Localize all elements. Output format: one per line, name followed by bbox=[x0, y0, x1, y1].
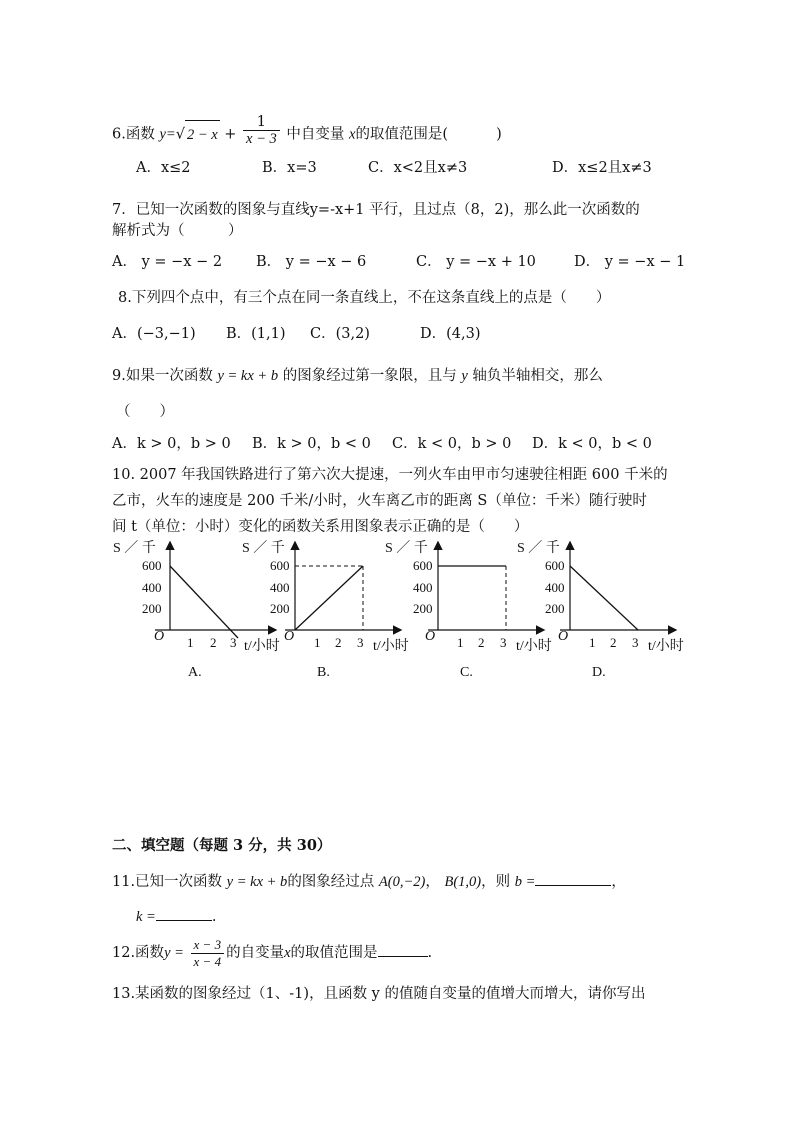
graph-a-tick-1: 1 bbox=[187, 635, 194, 650]
q7-option-d: D． y = −x − 1 bbox=[574, 254, 686, 270]
graph-b-line bbox=[295, 566, 363, 630]
graph-a-caption: A. bbox=[188, 665, 202, 680]
q9-formula: y = kx + b bbox=[217, 368, 279, 384]
graph-b-tick-600: 600 bbox=[270, 558, 290, 573]
q9-lead: 9.如果一次函数 bbox=[112, 368, 213, 384]
q11-formula: y = kx + b bbox=[226, 874, 288, 890]
q12-lead: 12.函数 bbox=[112, 945, 165, 961]
graph-d-tick-2: 2 bbox=[610, 635, 617, 650]
graph-d-x-label: t/小时 bbox=[648, 639, 684, 654]
q7-option-b: B． y = −x − 6 bbox=[256, 254, 367, 270]
q6-sqrt-body: 2 − x bbox=[185, 120, 220, 149]
q11-line2 bbox=[136, 906, 216, 926]
q9-mid: 的图象经过第一象限，且与 bbox=[282, 368, 457, 384]
q6-option-d: D．x≤2且x≠3 bbox=[552, 160, 652, 176]
q10-line2: 乙市，火车的速度是 200 千米/小时，火车离乙市的距离 S（单位：千米）随行驶时 bbox=[112, 493, 647, 509]
q8-option-a: A．(−3,−1) bbox=[112, 326, 196, 342]
q8-option-d: D．(4,3) bbox=[420, 326, 481, 342]
q7-option-a: A． y = −x − 2 bbox=[112, 254, 223, 270]
q6-frac-den: x − 3 bbox=[246, 131, 277, 147]
q12-frac-den: x − 4 bbox=[193, 953, 222, 969]
q13-line1: 13.某函数的图象经过（1、-1)，且函数 y 的值随自变量的值增大而增大，请你写出 bbox=[112, 986, 646, 1002]
graph-c-x-label: t/小时 bbox=[516, 639, 552, 654]
q6-option-a: A．x≤2 bbox=[136, 160, 191, 176]
q11-end2: . bbox=[211, 909, 217, 925]
q6-var: x bbox=[349, 126, 356, 143]
graph-a-tick-400: 400 bbox=[142, 580, 162, 595]
graph-a-tick-3: 3 bbox=[230, 635, 237, 650]
graph-a-tick-200: 200 bbox=[142, 601, 162, 616]
section2-title: 二、填空题（每题 3 分，共 30） bbox=[112, 837, 332, 854]
graph-b-y-label: S ／ 千 bbox=[242, 541, 285, 556]
graph-c-tick-3: 3 bbox=[500, 635, 507, 650]
q12-fraction bbox=[191, 937, 225, 970]
q11-end1: ， bbox=[611, 874, 626, 890]
graph-a bbox=[113, 540, 280, 680]
q7-line2: 解析式为（ ） bbox=[112, 223, 243, 239]
graph-c-tick-200: 200 bbox=[413, 601, 433, 616]
q6-sqrt-sign: √ bbox=[175, 126, 185, 143]
graph-a-tick-2: 2 bbox=[210, 635, 217, 650]
q6-tail: 中自变量 bbox=[286, 126, 345, 143]
q6-tail2: 的取值范围是( bbox=[355, 126, 449, 143]
q9-option-c: C．k < 0，b > 0 bbox=[392, 436, 512, 452]
graph-b-tick-200: 200 bbox=[270, 601, 290, 616]
graph-b-tick-1: 1 bbox=[314, 635, 321, 650]
q10-line1: 10. 2007 年我国铁路进行了第六次大提速，一列火车由甲市匀速驶往相距 600 千米的 bbox=[112, 467, 668, 483]
q6-number: 6. bbox=[112, 126, 126, 143]
q12-line1 bbox=[112, 933, 432, 973]
graph-d-tick-1: 1 bbox=[589, 635, 596, 650]
q9-tail: 轴负半轴相交，那么 bbox=[472, 368, 603, 384]
graph-b-caption: B. bbox=[317, 665, 330, 680]
q11-point-b: B(1,0) bbox=[444, 874, 482, 890]
q6-stem bbox=[112, 114, 502, 158]
q9-line1 bbox=[112, 364, 603, 385]
graph-b bbox=[242, 540, 409, 680]
graph-c-tick-1: 1 bbox=[457, 635, 464, 650]
q11-b-blank[interactable] bbox=[535, 871, 611, 886]
graph-c-caption: C. bbox=[460, 665, 473, 680]
q11-lead: 11.已知一次函数 bbox=[112, 874, 223, 890]
graph-b-origin: O bbox=[284, 629, 295, 644]
q7-line1: 7．已知一次函数的图象与直线y=-x+1 平行，且过点（8，2)，那么此一次函数的 bbox=[112, 202, 640, 218]
q9-option-a: A．k > 0，b > 0 bbox=[112, 436, 231, 452]
q9-yvar: y bbox=[461, 368, 468, 384]
q12-blank[interactable] bbox=[378, 942, 428, 957]
q11-b-eq: b = bbox=[514, 874, 536, 890]
q12-end: . bbox=[427, 945, 433, 961]
q11-k-eq: k = bbox=[136, 909, 156, 925]
graph-b-x-label: t/小时 bbox=[373, 639, 409, 654]
q10-line3: 间 t（单位：小时）变化的函数关系用图象表示正确的是（ ） bbox=[112, 519, 529, 535]
q11-point-a: A(0,−2) bbox=[378, 874, 426, 890]
q9-option-d: D．k < 0，b < 0 bbox=[532, 436, 652, 452]
q11-then: ，则 bbox=[481, 874, 511, 890]
q6-option-b: B．x=3 bbox=[262, 160, 317, 176]
graph-d-y-label: S ／ 千 bbox=[517, 541, 560, 556]
q6-option-c: C．x<2且x≠3 bbox=[368, 160, 468, 176]
graph-c-origin: O bbox=[425, 629, 436, 644]
graph-d-tick-600: 600 bbox=[545, 558, 565, 573]
q9-line2: （ ） bbox=[116, 404, 174, 420]
q12-var: x bbox=[284, 945, 291, 961]
q11-comma: ， bbox=[425, 874, 440, 890]
q9-option-b: B．k > 0，b < 0 bbox=[252, 436, 371, 452]
q6-close: ) bbox=[496, 126, 502, 143]
graph-d-tick-400: 400 bbox=[545, 580, 565, 595]
graph-c bbox=[385, 540, 552, 680]
graph-c-tick-2: 2 bbox=[478, 635, 485, 650]
graph-a-origin: O bbox=[154, 629, 165, 644]
q12-tail: 的自变量 bbox=[226, 945, 285, 961]
q10-graphs bbox=[0, 535, 794, 695]
q6-y-eq: y= bbox=[159, 126, 176, 143]
q12-y-eq: y = bbox=[164, 945, 184, 961]
q8-line1: 8.下列四个点中，有三个点在同一条直线上，不在这条直线上的点是（ ） bbox=[118, 290, 611, 306]
graph-d-tick-200: 200 bbox=[545, 601, 565, 616]
graph-a-tick-600: 600 bbox=[142, 558, 162, 573]
q6-plus: + bbox=[224, 126, 237, 143]
graph-d bbox=[517, 540, 684, 680]
q11-line1 bbox=[112, 870, 626, 891]
graph-b-tick-2: 2 bbox=[335, 635, 342, 650]
graph-c-tick-400: 400 bbox=[413, 580, 433, 595]
q8-option-b: B．(1,1) bbox=[226, 326, 286, 342]
q6-lead: 函数 bbox=[125, 126, 155, 143]
q12-tail2: 的取值范围是 bbox=[290, 945, 378, 961]
graph-b-tick-3: 3 bbox=[357, 635, 364, 650]
q7-option-c: C． y = −x + 10 bbox=[416, 254, 536, 270]
q6-frac-num: 1 bbox=[243, 114, 280, 131]
graph-b-tick-400: 400 bbox=[270, 580, 290, 595]
graph-a-x-label: t/小时 bbox=[244, 639, 280, 654]
q11-mid: 的图象经过点 bbox=[287, 874, 375, 890]
q8-option-c: C．(3,2) bbox=[310, 326, 370, 342]
q12-frac-num: x − 3 bbox=[191, 937, 225, 954]
q11-k-blank[interactable] bbox=[156, 906, 212, 921]
graph-a-y-label: S ／ 千 bbox=[113, 541, 156, 556]
graph-d-caption: D. bbox=[592, 665, 606, 680]
graph-d-origin: O bbox=[558, 629, 569, 644]
graph-a-line bbox=[170, 566, 238, 638]
graph-d-line bbox=[570, 566, 638, 630]
graph-c-y-label: S ／ 千 bbox=[385, 541, 428, 556]
q6-fraction bbox=[243, 114, 280, 147]
graph-c-tick-600: 600 bbox=[413, 558, 433, 573]
graph-d-tick-3: 3 bbox=[632, 635, 639, 650]
